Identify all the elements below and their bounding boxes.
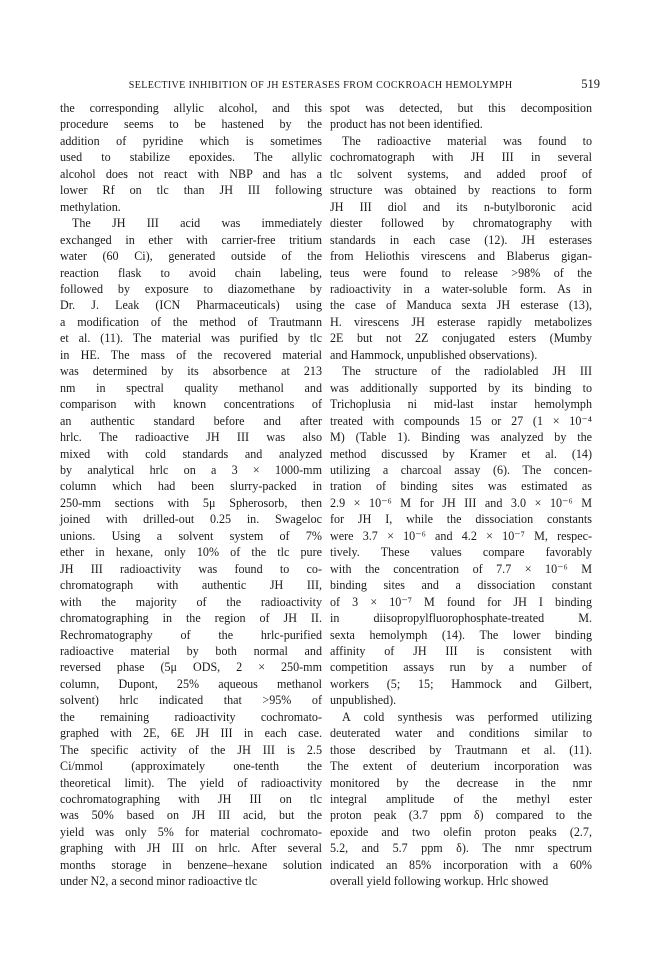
text-line: of 3 × 10⁻⁷ M found for JH I binding: [330, 594, 592, 609]
text-line: column, Dupont, 25% aqueous methanol: [60, 676, 322, 691]
text-line: with the majority of the radioactivity: [60, 594, 322, 609]
text-line: et al. (11). The material was purified by tlc: [60, 331, 322, 346]
text-line: cochromatograph with JH III in several: [330, 150, 592, 165]
text-line: unpublished).: [330, 693, 397, 708]
text-line: used to stabilize epoxides. The allylic: [60, 150, 322, 165]
text-line: overall yield following workup. Hrlc showed: [330, 874, 549, 889]
text-line: Ci/mmol (approximately one-tenth the: [60, 759, 322, 774]
text-line: method discussed by Kramer et al. (14): [330, 446, 592, 461]
text-line: the remaining radioactivity cochromato-: [60, 709, 322, 724]
text-line: 250-mm sections with 5μ Spherosorb, then: [60, 495, 322, 510]
text-line: epoxide and two olefin proton peaks (2.7,: [330, 824, 592, 839]
text-line: structure was obtained by reactions to form: [330, 183, 592, 198]
text-line: a modification of the method of Trautmann: [60, 314, 322, 329]
text-line: diester followed by chromatography with: [330, 216, 592, 231]
text-line: The JH III acid was immediately: [72, 216, 322, 231]
text-line: Trichoplusia ni mid-last instar hemolymph: [330, 397, 592, 412]
text-line: yield was only 5% for material cochromato-: [60, 824, 322, 839]
text-line: treated with compounds 15 or 27 (1 × 10⁻⁴: [330, 413, 592, 428]
text-line: indicated an 85% incorporation with a 60%: [330, 857, 592, 872]
text-line: The extent of deuterium incorporation was: [330, 759, 592, 774]
text-line: The radioactive material was found to: [342, 133, 592, 148]
text-line: chromatographing in the region of JH II.: [60, 611, 322, 626]
text-line: proton peak (3.7 ppm δ) compared to the: [330, 808, 592, 823]
text-line: sexta hemolymph (14). The lower binding: [330, 627, 592, 642]
page-number: 519: [581, 77, 600, 91]
text-line: deuterated water and conditions similar to: [330, 726, 592, 741]
text-line: standards in each case (12). JH esterases: [330, 232, 592, 247]
text-line: tlc solvent systems, and added proof of: [330, 166, 592, 181]
text-line: The structure of the radiolabled JH III: [342, 364, 592, 379]
text-line: tively. These values compare favorably: [330, 545, 592, 560]
text-line: teus were found to release >98% of the: [330, 265, 592, 280]
text-line: unions. Using a solvent system of 7%: [60, 528, 322, 543]
text-line: for JH I, while the dissociation constants: [330, 512, 592, 527]
text-line: graphed with 2E, 6E JH III in each case.: [60, 726, 322, 741]
text-line: an authentic standard before and after: [60, 413, 322, 428]
text-line: A cold synthesis was performed utilizing: [342, 709, 592, 724]
text-line: were 3.7 × 10⁻⁶ and 4.2 × 10⁻⁷ M, respec-: [330, 528, 592, 543]
text-line: 2.9 × 10⁻⁶ M for JH III and 3.0 × 10⁻⁶ M: [330, 495, 592, 510]
text-line: methylation.: [60, 199, 121, 214]
text-line: was determined by its absorbence at 213: [60, 364, 322, 379]
text-line: affinity of JH III is consistent with: [330, 643, 592, 658]
text-line: in diisopropylfluorophosphate-treated M.: [330, 611, 592, 626]
text-line: chromatograph with authentic JH III,: [60, 578, 322, 593]
text-line: those described by Trautmann et al. (11).: [330, 742, 592, 757]
text-line: by analytical hrlc on a 3 × 1000-mm: [60, 462, 322, 477]
text-line: followed by exposure to diazomethane by: [60, 281, 322, 296]
text-line: addition of pyridine which is sometimes: [60, 133, 322, 148]
text-line: radioactive material by both normal and: [60, 643, 322, 658]
text-line: cochromatographing with JH III on tlc: [60, 792, 322, 807]
text-line: reversed phase (5μ ODS, 2 × 250-mm: [60, 660, 322, 675]
text-line: H. virescens JH esterase rapidly metabolizes: [330, 314, 592, 329]
text-line: theoretical limit). The yield of radioactivity: [60, 775, 322, 790]
text-line: product has not been identified.: [330, 117, 483, 132]
text-line: JH III radioactivity was found to co-: [60, 561, 322, 576]
text-line: exchanged in ether with carrier-free tritium: [60, 232, 322, 247]
text-line: with the concentration of 7.7 × 10⁻⁶ M: [330, 561, 592, 576]
text-line: 2E but not 2Z conjugated esters (Mumby: [330, 331, 592, 346]
text-line: The specific activity of the JH III is 2.5: [60, 742, 322, 757]
running-head: [60, 77, 600, 92]
text-line: was 50% based on JH III acid, but the: [60, 808, 322, 823]
text-line: graphing with JH III on hrlc. After several: [60, 841, 322, 856]
text-line: reaction flask to avoid chain labeling,: [60, 265, 322, 280]
text-line: 5.2, and 5.7 ppm δ). The nmr spectrum: [330, 841, 592, 856]
text-line: monitored by the decrease in the nmr: [330, 775, 592, 790]
text-line: ether in hexane, only 10% of the tlc pure: [60, 545, 322, 560]
text-line: under N2, a second minor radioactive tlc: [60, 874, 258, 889]
text-line: Dr. J. Leak (ICN Pharmaceuticals) using: [60, 298, 322, 313]
right-column: [330, 100, 592, 890]
text-line: column which had been slurry-packed in: [60, 479, 322, 494]
text-line: the case of Manduca sexta JH esterase (13),: [330, 298, 592, 313]
text-line: and Hammock, unpublished observations).: [330, 347, 538, 362]
text-line: utilizing a charcoal assay (6). The concen-: [330, 462, 592, 477]
text-line: radioactivity in a water-soluble form. As in: [330, 281, 592, 296]
text-line: months storage in benzene–hexane solution: [60, 857, 322, 872]
text-line: binding sites and a dissociation constant: [330, 578, 592, 593]
text-line: spot was detected, but this decomposition: [330, 101, 592, 115]
text-line: solvent) hrlc indicated that >95% of: [60, 693, 322, 708]
text-line: water (60 Ci), generated outside of the: [60, 249, 322, 264]
text-line: comparison with known concentrations of: [60, 397, 322, 412]
text-line: lower Rf on tlc than JH III following: [60, 183, 322, 198]
text-line: nm in spectral quality methanol and: [60, 380, 322, 395]
left-column: [60, 100, 322, 890]
text-line: mixed with cold standards and analyzed: [60, 446, 322, 461]
text-line: was additionally supported by its binding to: [330, 380, 592, 395]
text-line: the corresponding allylic alcohol, and this: [60, 101, 322, 115]
text-line: joined with drilled-out 0.25 in. Swageloc: [60, 512, 322, 527]
text-line: tration of binding sites was estimated as: [330, 479, 592, 494]
text-line: from Heliothis virescens and Blaberus gigan-: [330, 249, 592, 264]
text-line: workers (5; 15; Hammock and Gilbert,: [330, 676, 592, 691]
text-line: integral amplitude of the methyl ester: [330, 792, 592, 807]
text-line: Rechromatography of the hrlc-purified: [60, 627, 322, 642]
text-line: JH III diol and its n-butylboronic acid: [330, 199, 592, 214]
text-line: alcohol does not react with NBP and has a: [60, 166, 322, 181]
text-line: competition assays run by a number of: [330, 660, 592, 675]
text-line: M) (Table 1). Binding was analyzed by the: [330, 430, 592, 445]
text-line: procedure seems to be hastened by the: [60, 117, 322, 132]
text-line: hrlc. The radioactive JH III was also: [60, 430, 322, 445]
text-line: in HE. The mass of the recovered material: [60, 347, 322, 362]
running-title: SELECTIVE INHIBITION OF JH ESTERASES FROM COCKROACH HEMOLYMPH: [128, 80, 513, 91]
